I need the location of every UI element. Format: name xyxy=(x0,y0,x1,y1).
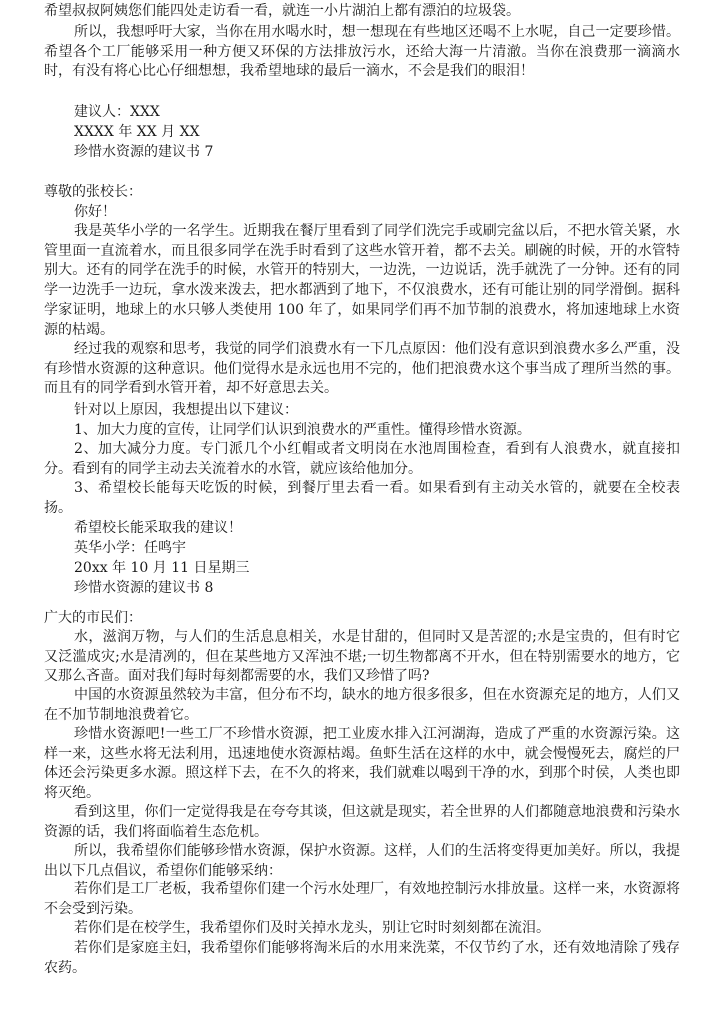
paragraph-s7-2: 经过我的观察和思考，我觉的同学们浪费水有一下几点原因：他们没有意识到浪费水多么严重，没有珍惜水资源的这种意识。他们觉得水是永远也用不完的，他们把浪费水这个事当成了理所当然的事。而且有的同学看到水管开着，却不好意思去关。 xyxy=(44,341,680,397)
paragraph-s8-1: 水，滋润万物，与人们的生活息息相关，水是甘甜的，但同时又是苦涩的;水是宝贵的，但有时它又泛滥成灾;水是清冽的，但在某些地方又浑浊不堪;一切生物都离不开水，但在特别需要水的地方，它又那么吝啬。面对我们每时每刻都需要的水，我们又珍惜了吗? xyxy=(44,629,680,685)
paragraph-s8-5: 所以，我希望你们能够珍惜水资源，保护水资源。这样，人们的生活将变得更加美好。所以，我提出以下几点倡议，希望你们能够采纳： xyxy=(44,843,680,879)
paragraph-s7-3: 针对以上原因，我想提出以下建议： xyxy=(74,402,298,418)
salutation-s8: 广大的市民们： xyxy=(44,610,142,626)
paragraph-s8-8: 若你们是家庭主妇，我希望你们能够将淘米后的水用来洗菜，不仅节约了水，还有效地清除了残存农药。 xyxy=(44,940,680,976)
paragraph-s7-4: 希望校长能采取我的建议！ xyxy=(74,520,242,536)
salutation-s7: 尊敬的张校长： xyxy=(44,184,142,200)
paragraph-s8-3: 珍惜水资源吧!一些工厂不珍惜水资源，把工业废水排入江河湖海，造成了严重的水资源污染。这样一来，这些水将无法利用，迅速地使水资源枯竭。鱼虾生活在这样的水中，就会慢慢死去，腐烂的尸体还会污染更多水源。照这样下去，在不久的将来，我们就难以喝到干净的水，到那个时侯，人类也即将灭绝。 xyxy=(44,726,680,802)
date-line-s6: XXXX 年 XX 月 XX xyxy=(74,124,200,140)
section-title-7: 珍惜水资源的建议书 7 xyxy=(74,144,214,160)
signature-s7: 英华小学：任鸣宇 xyxy=(74,540,186,556)
date-line-s7: 20xx 年 10 月 11 日星期三 xyxy=(74,560,250,576)
suggestion-1: 1、加大力度的宣传，让同学们认识到浪费水的严重性。懂得珍惜水资源。 xyxy=(74,422,531,438)
paragraph-s6-call: 所以，我想呼吁大家，当你在用水喝水时，想一想现在有些地区还喝不上水呢，自己一定要珍惜。希望各个工厂能够采用一种方便又环保的方法排放污水，还给大海一片清澈。当你在浪费那一滴滴水时，有没有将心比心仔细想想，我希望地球的最后一滴水，不会是我们的眼泪！ xyxy=(44,24,680,80)
paragraph-s8-4: 看到这里，你们一定觉得我是在夸夸其谈，但这就是现实，若全世界的人们都随意地浪费和污染水资源的话，我们将面临着生态危机。 xyxy=(44,804,680,840)
suggestion-2: 2、加大减分力度。专门派几个小红帽或者文明岗在水池周围检查，看到有人浪费水，就直接扣分。看到有的同学主动去关流着水的水管，就应该给他加分。 xyxy=(44,441,680,477)
suggestion-3: 3、希望校长能每天吃饭的时候，到餐厅里去看一看。如果看到有主动关水管的，就要在全校表扬。 xyxy=(44,480,680,516)
paragraph-s8-2: 中国的水资源虽然较为丰富，但分布不均，缺水的地方很多很多，但在水资源充足的地方，人们又在不加节制地浪费着它。 xyxy=(44,687,680,723)
paragraph-s8-6: 若你们是工厂老板，我希望你们建一个污水处理厂，有效地控制污水排放量。这样一来，水资源将不会受到污染。 xyxy=(44,881,680,917)
paragraph-s6-end: 希望叔叔阿姨您们能四处走访看一看，就连一小片湖泊上都有漂泊的垃圾袋。 xyxy=(44,3,520,19)
greeting-s7: 你好！ xyxy=(74,204,116,220)
paragraph-s8-7: 若你们是在校学生，我希望你们及时关掉水龙头，别让它时时刻刻都在流泪。 xyxy=(74,920,550,936)
section-title-8: 珍惜水资源的建议书 8 xyxy=(74,580,214,596)
proposer-line: 建议人：XXX xyxy=(74,104,160,120)
paragraph-s7-1: 我是英华小学的一名学生。近期我在餐厅里看到了同学们洗完手或刷完盆以后，不把水管关紧，水管里面一直流着水，而且很多同学在洗手时看到了这些水管开着，都不去关。刷碗的时候，开的水管特别大。还有的同学在洗手的时候，水管开的特别大，一边洗，一边说话，洗手就洗了一分钟。还有的同学一边洗手一边玩，拿水泼来泼去，把水都洒到了地下，不仅浪费水，还有可能让别的同学滑倒。据科学家证明，地球上的水只够人类使用 100 年了，如果同学们再不加节制的浪费水，将加速地球上水资源的枯竭。 xyxy=(44,223,680,338)
